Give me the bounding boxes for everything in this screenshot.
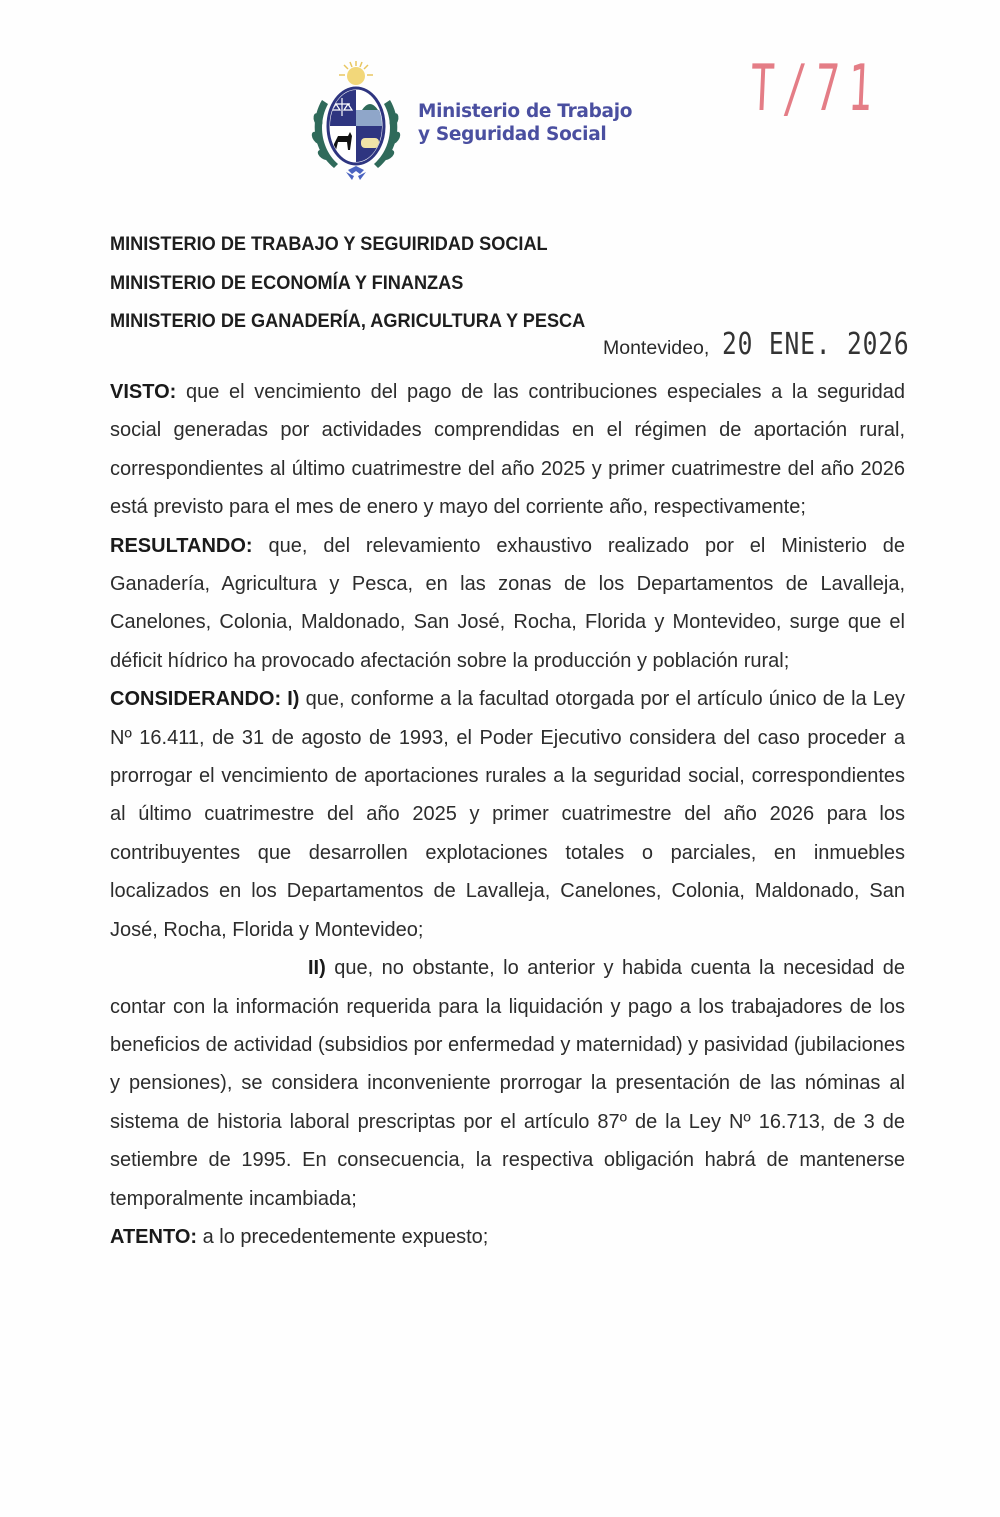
resultando-text: que, del relevamiento exhaustivo realizado por el Ministerio de Ganadería, Agricultura y Pesca, en las zonas de los Departamentos de Lavalleja, Canelones, Colonia, Maldonado, San José, Rocha, Florida y Montevideo, surge que el déficit hídrico ha provocado afectación sobre la producción y población rural;: [110, 534, 905, 672]
ministry-brand-line-1: Ministerio de Trabajo: [418, 101, 633, 122]
atento-paragraph: [110, 1218, 905, 1256]
visto-label: VISTO:: [110, 381, 177, 403]
ministries-heading: [110, 225, 621, 341]
ministry-brand: [418, 100, 632, 146]
ministry-line: MINISTERIO DE TRABAJO Y SEGUIRIDAD SOCIAL: [110, 233, 548, 255]
resultando-label: RESULTANDO:: [110, 534, 253, 557]
atento-text: a lo precedentemente expuesto;: [197, 1225, 489, 1248]
atento-label: ATENTO:: [110, 1225, 198, 1248]
considerando-2-paragraph: [110, 949, 905, 1218]
date-stamp: 20 ENE. 2026: [721, 327, 910, 362]
visto-paragraph: [110, 373, 905, 527]
visto-text: que el vencimiento del pago de las contribuciones especiales a la seguridad social generadas por actividades comprendidas en el régimen de aportación rural, correspondientes al último cuatrimestre del año 2025 y primer cuatrimestre del año 2026 está previsto para el mes de enero y mayo del corriente año, respectivamente;: [110, 381, 905, 519]
resultando-paragraph: [110, 527, 905, 681]
considerando-1-paragraph: [110, 680, 905, 949]
considerando-1-label: CONSIDERANDO: I): [110, 688, 300, 711]
document-code-stamp: T/71: [748, 52, 883, 126]
coat-of-arms-icon: [308, 60, 404, 184]
sun-icon: [339, 61, 373, 85]
ministry-brand-line-2: y Seguridad Social: [418, 124, 607, 145]
date-line: [603, 327, 950, 362]
considerando-1-text: que, conforme a la facultad otorgada por el artículo único de la Ley Nº 16.411, de 31 de agosto de 1993, el Poder Ejecutivo considera del caso proceder a prorrogar el vencimiento de aportaciones rurales a la seguridad social, correspondientes al último cuatrimestre del año 2025 y primer cuatrimestre del año 2026 para los contribuyentes que desarrollen explotaciones totales o parciales, en inmuebles localizados en los Departamentos de Lavalleja, Canelones, Colonia, Maldonado, San José, Rocha, Florida y Montevideo;: [110, 688, 906, 941]
ribbon-icon: [346, 166, 366, 180]
considerando-2-label: II): [308, 957, 326, 980]
ministry-line: MINISTERIO DE GANADERÍA, AGRICULTURA Y PESCA: [110, 310, 586, 332]
ministry-line: MINISTERIO DE ECONOMÍA Y FINANZAS: [110, 271, 464, 294]
resolution-body: [110, 373, 905, 1256]
considerando-2-text: que, no obstante, lo anterior y habida cuenta la necesidad de contar con la información requerida para la liquidación y pago a los trabajadores de los beneficios de actividad (subsidios por enfermedad y maternidad) y pasividad (jubilaciones y pensiones), se considera inconveniente prorrogar la presentación de las nóminas al sistema de historia laboral prescriptas por el artículo 87º de la Ley Nº 16.713, de 3 de setiembre de 1995. En consecuencia, la respectiva obligación habrá de mantenerse temporalmente incambiada;: [110, 957, 905, 1210]
date-city: Montevideo,: [603, 337, 710, 359]
